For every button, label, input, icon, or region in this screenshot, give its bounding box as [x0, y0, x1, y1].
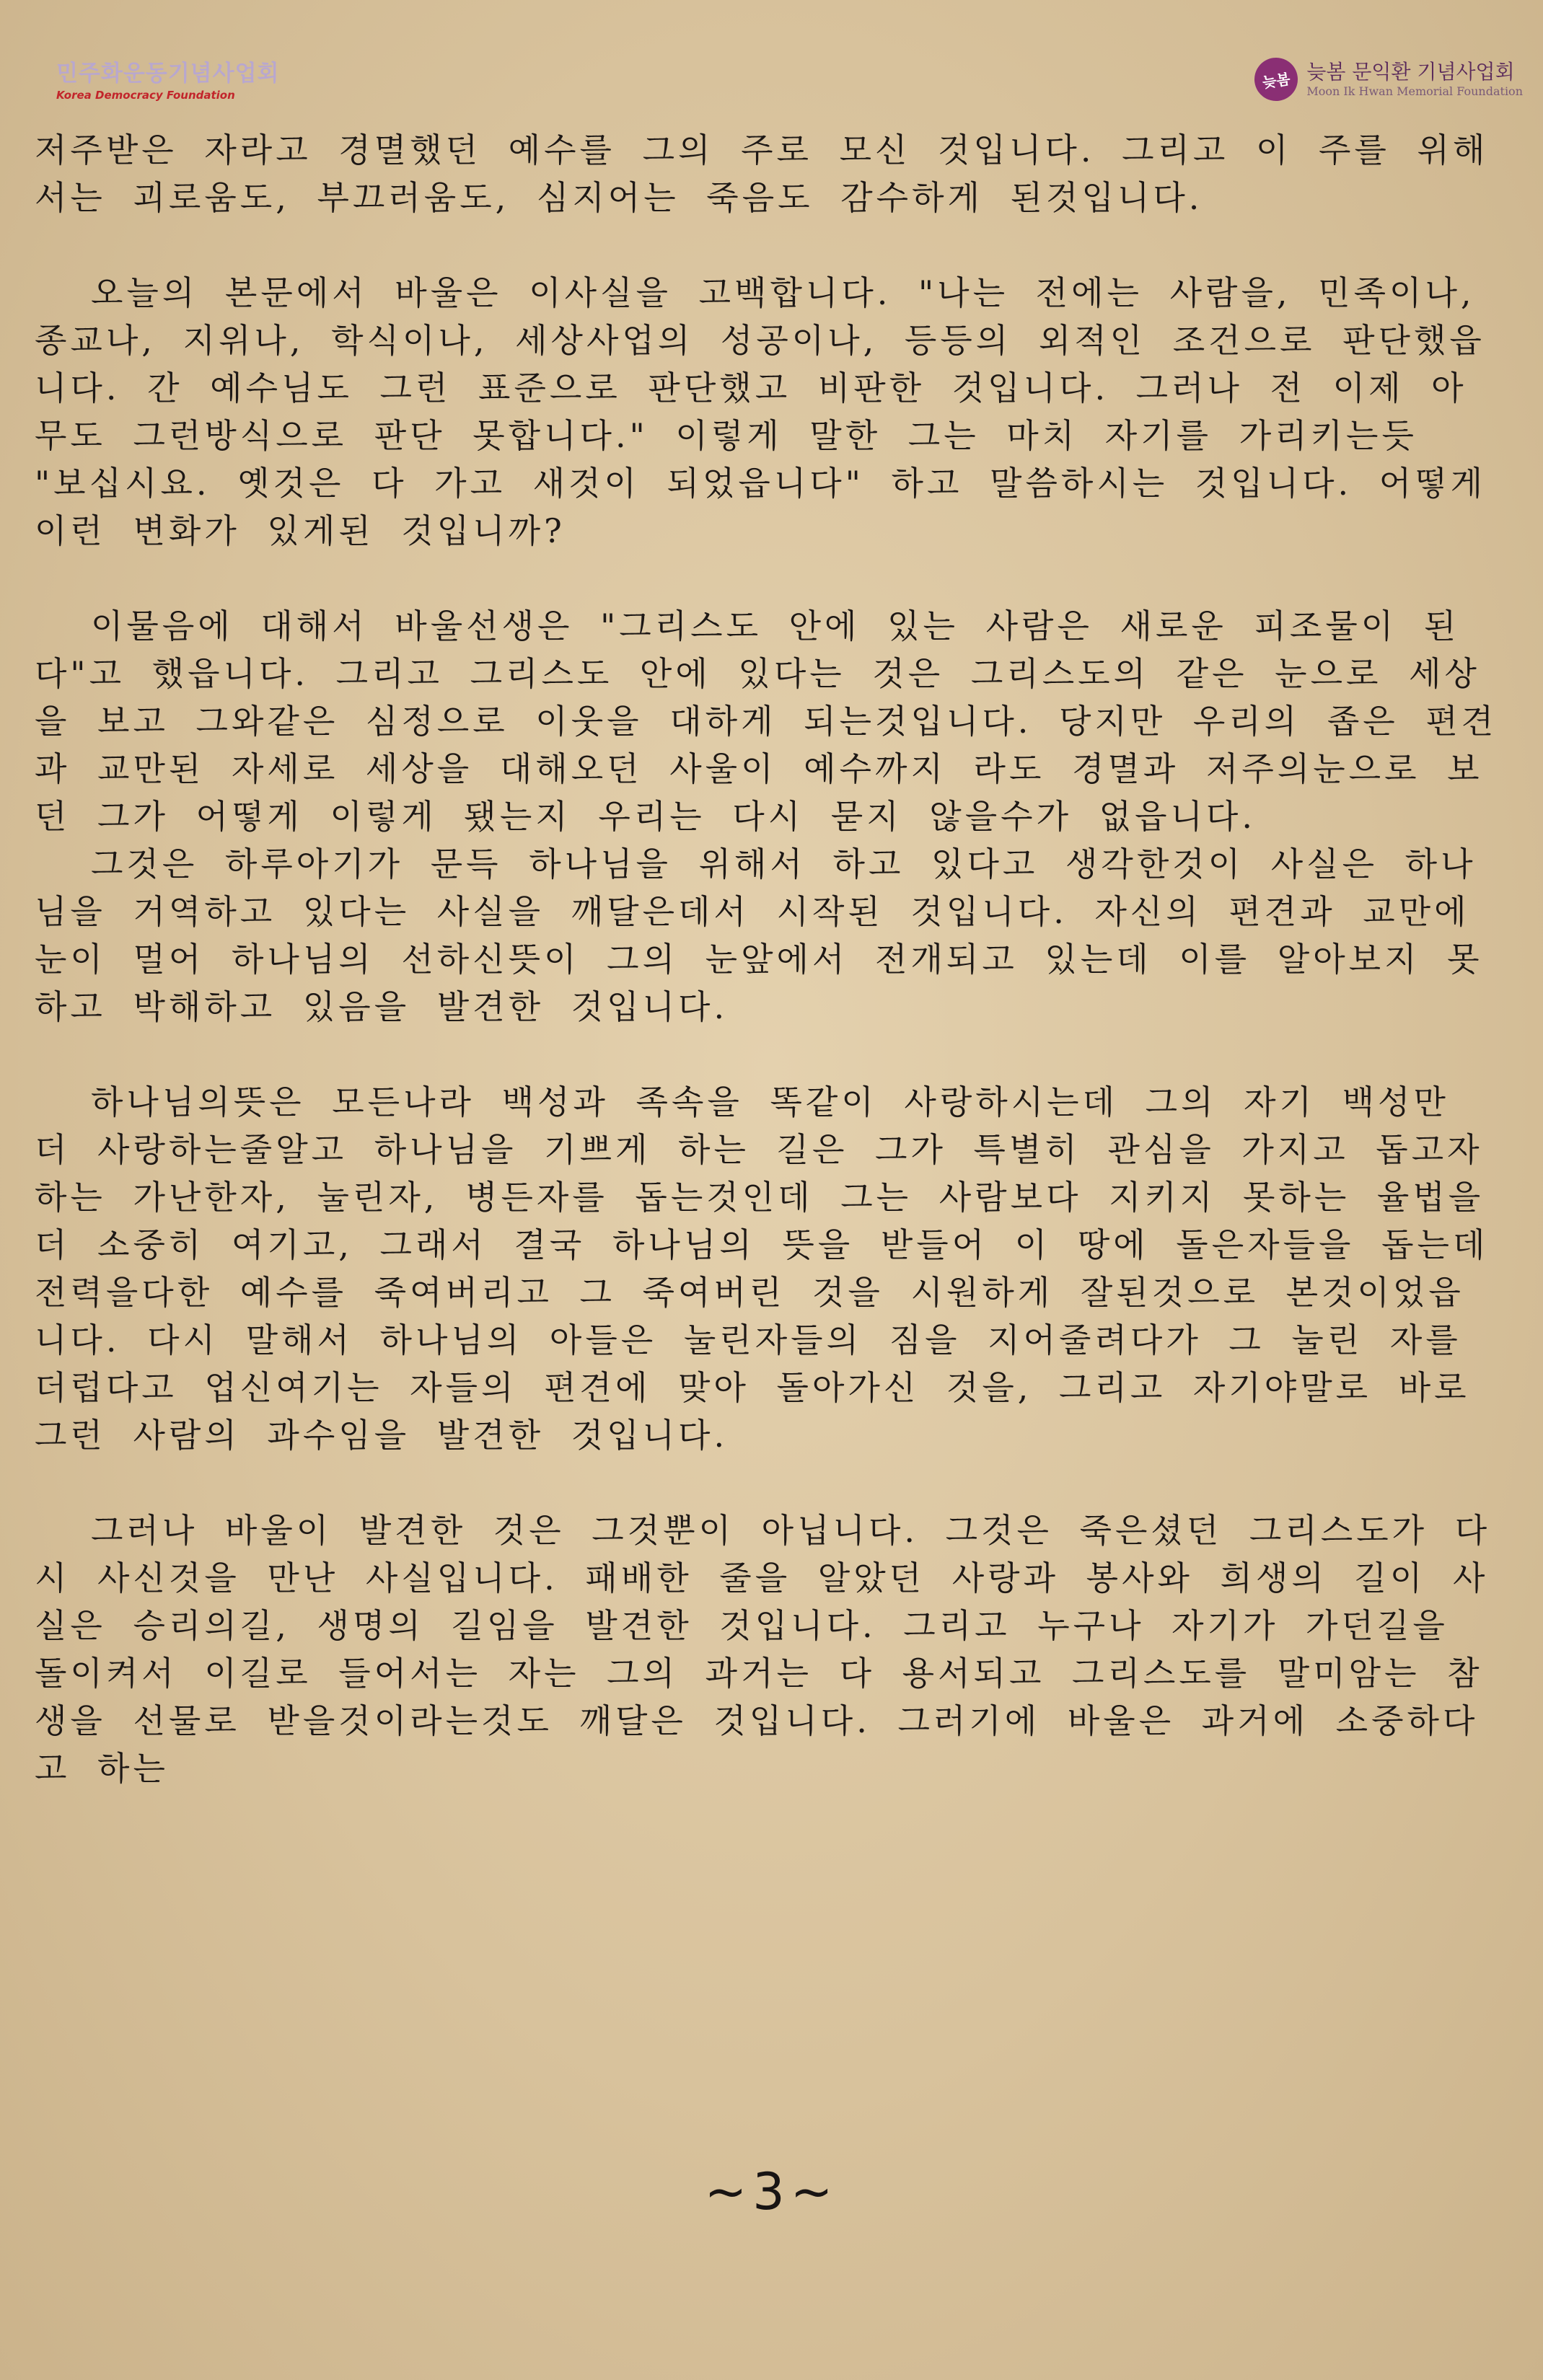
korea-democracy-foundation-logo	[56, 59, 279, 102]
right-org-name-block	[1306, 60, 1523, 99]
paragraph-gap	[35, 1031, 1499, 1078]
right-org-korean-name: 늦봄 문익환 기념사업회	[1306, 60, 1515, 84]
moon-ik-hwan-foundation-logo	[1254, 58, 1523, 101]
paragraph-new-creation: 이물음에 대해서 바울선생은 "그리스도 안에 있는 사람은 새로운 피조물이 된다"고 했읍니다. 그리고 그리스도 안에 있다는 것은 그리스도의 같은 눈으로 세상을 보고 그와같은 심정으로 이웃을 대하게 되는것입니다. 당지만 우리의 좁은 편견과 교만된 자세로 세상을 대해오던 사울이 예수까지 라도 경멸과 저주의눈으로 보던 그가 어떻게 이렇게 됐는지 우리는 다시 묻지 않을수가 없읍니다.	[35, 607, 1498, 836]
left-org-korean-name: 민주화운동기념사업회	[56, 61, 280, 87]
paragraph-bible-confession: 오늘의 본문에서 바울은 이사실을 고백합니다. "나는 전에는 사람을, 민족이나, 종교나, 지위나, 학식이나, 세상사업의 성공이나, 등등의 외적인 조건으로 판단했읍니다. 간 예수님도 그런 표준으로 판단했고 비판한 것입니다. 그러나 전 이제 아무도 그런방식으로 판단 못합니다." 이렇게 말한 그는 마치 자기를 가리키는듯 "보십시요. 옛것은 다 가고 새것이 되었읍니다" 하고 말씀하시는 것입니다. 어떻게 이런 변화가 있게된 것입니까?	[35, 273, 1487, 550]
right-org-english-name: Moon Ik Hwan Memorial Foundation	[1306, 84, 1523, 98]
paragraph-gods-will: 하나님의뜻은 모든나라 백성과 족속을 똑같이 사랑하시는데 그의 자기 백성만 더 사랑하는줄알고 하나님을 기쁘게 하는 길은 그가 특별히 관심을 가지고 돕고자 하는 가난한자, 눌린자, 병든자를 돕는것인데 그는 사람보다 지키지 못하는 율법을 더 소중히 여기고, 그래서 결국 하나님의 뜻을 받들어 이 땅에 돌은자들을 돕는데 전력을다한 예수를 죽여버리고 그 죽여버린 것을 시원하게 잘된것으로 본것이었읍니다. 다시 말해서 하나님의 아들은 눌린자들의 짐을 지어줄려다가 그 눌린 자를 더럽다고 업신여기는 자들의 편견에 맞아 돌아가신 것을, 그리고 자기야말로 바로 그런 사람의 과수임을 발견한 것입니다.	[35, 1083, 1489, 1455]
paragraph-resurrection: 그러나 바울이 발견한 것은 그것뿐이 아닙니다. 그것은 죽은셨던 그리스도가 다시 사신것을 만난 사실입니다. 패배한 줄을 알았던 사랑과 봉사와 희생의 길이 사실은 승리의길, 생명의 길임을 발견한 것입니다. 그리고 누구나 자기가 가던길을 돌이켜서 이길로 들어서는 자는 그의 과거는 다 용서되고 그리스도를 말미암는 참 생을 선물로 받을것이라는것도 깨달은 것입니다. 그러기에 바울은 과거에 소중하다고 하는	[35, 1511, 1491, 1788]
page-number: ~3~	[704, 2162, 839, 2221]
neutbom-seal-icon: 늦봄	[1252, 55, 1301, 104]
paragraph-realization: 그것은 하루아기가 문득 하나님을 위해서 하고 있다고 생각한것이 사실은 하나님을 거역하고 있다는 사실을 깨달은데서 시작된 것입니다. 자신의 편견과 교만에 눈이 멀어 하나님의 선하신뜻이 그의 눈앞에서 전개되고 있는데 이를 알아보지 못하고 박해하고 있음을 발견한 것입니다.	[35, 845, 1483, 1026]
paragraph-gap	[35, 555, 1499, 602]
handwritten-manuscript-text	[35, 126, 1499, 1792]
paragraph-continued: 저주받은 자라고 경멸했던 예수를 그의 주로 모신 것입니다. 그리고 이 주를 위해서는 괴로움도, 부끄러움도, 심지어는 죽음도 감수하게 된것입니다.	[35, 131, 1489, 217]
left-org-english-name: Korea Democracy Foundation	[56, 89, 235, 102]
paragraph-gap	[35, 1459, 1499, 1507]
paragraph-gap	[35, 221, 1499, 269]
